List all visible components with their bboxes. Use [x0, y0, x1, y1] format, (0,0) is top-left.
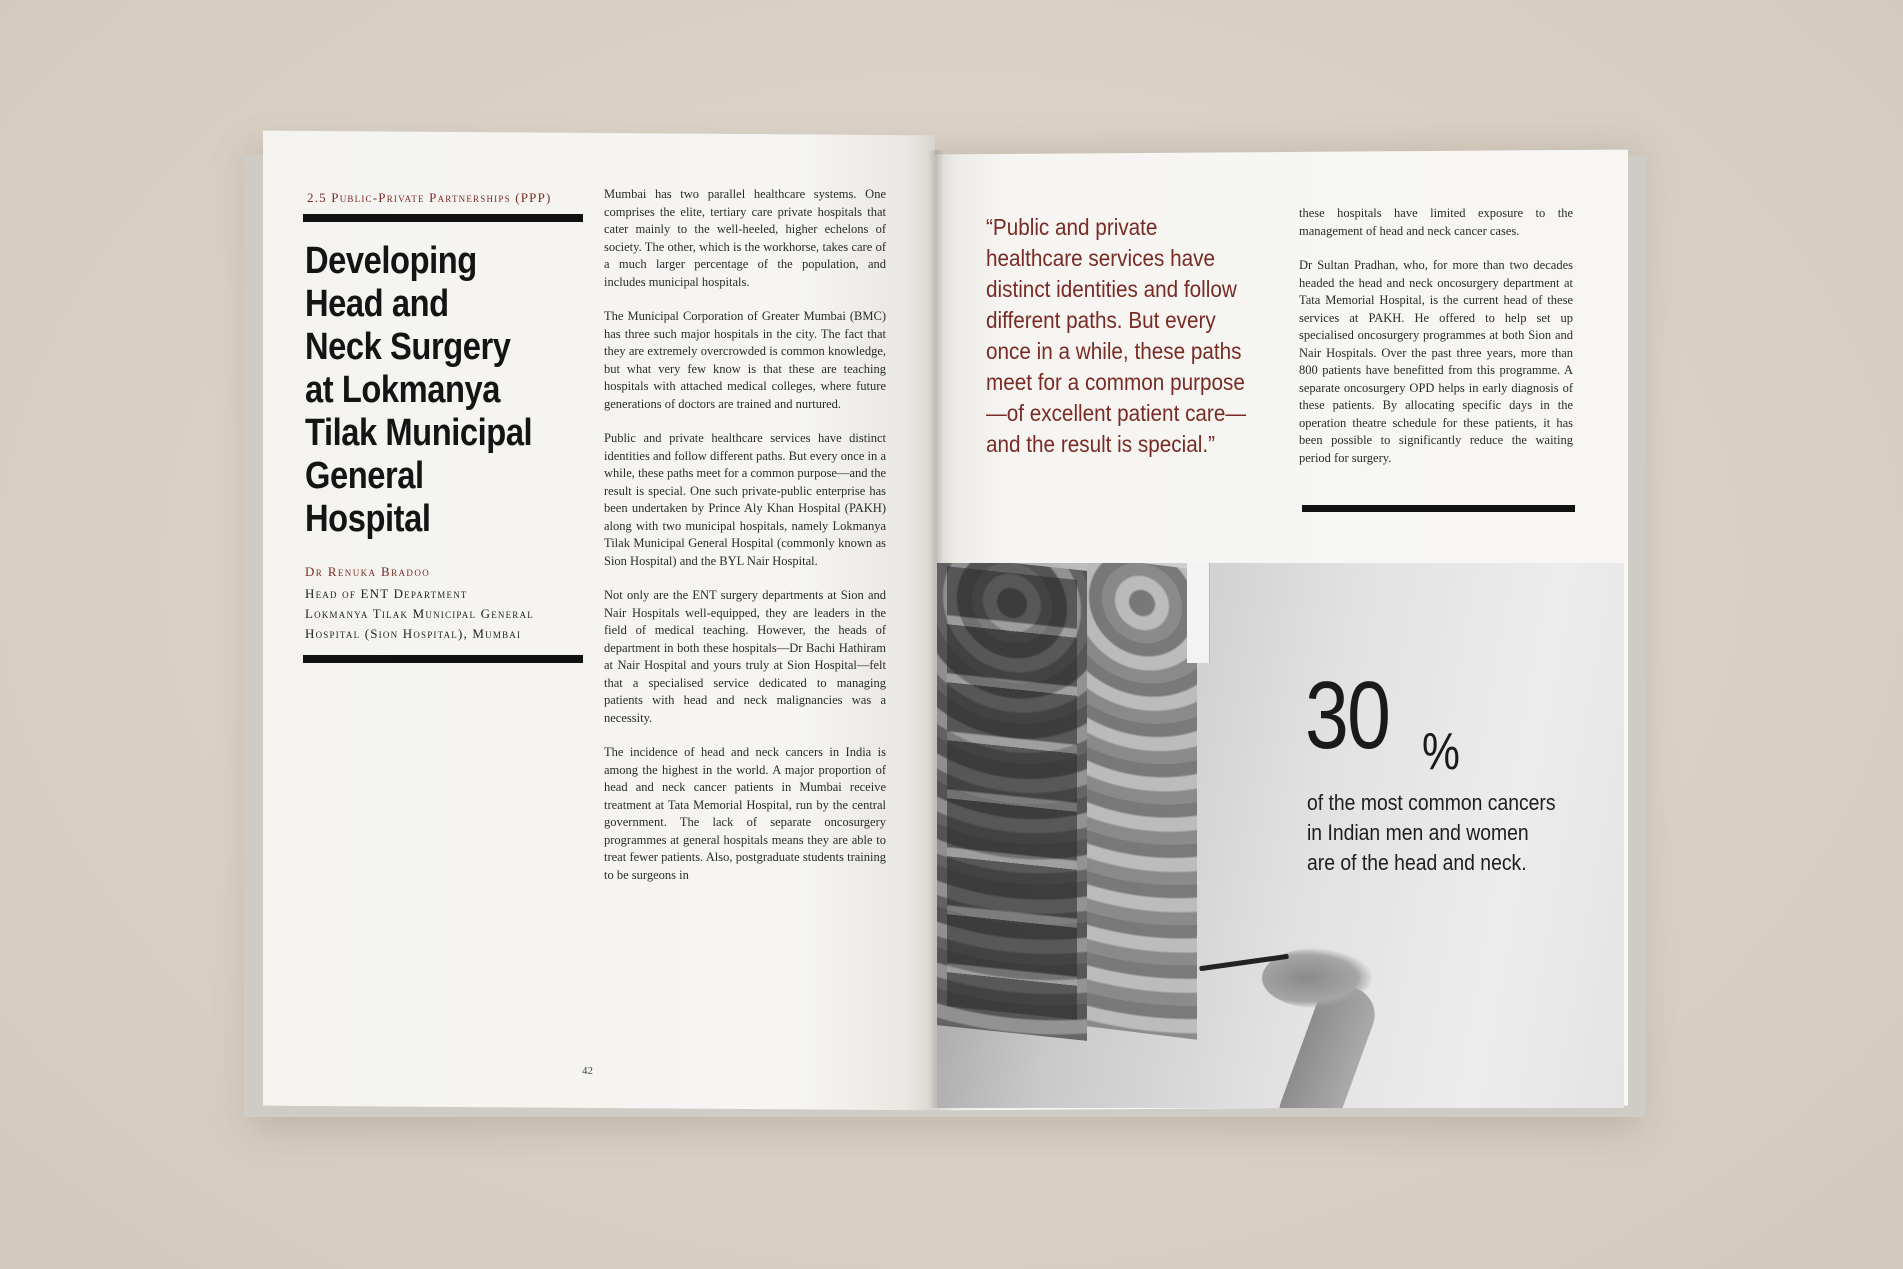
body-paragraph: Mumbai has two parallel healthcare systems. One comprises the elite, tertiary care private hospitals that cater mainly to the well-heeled, higher echelons of society. The other, which is the workhorse, takes care of a much larger percentage of the population, and includes municipal hospitals.: [604, 187, 886, 289]
stat-caption-line: are of the head and neck.: [1307, 850, 1527, 875]
author-affiliation: [305, 584, 595, 644]
xray-film-right: [1087, 563, 1197, 1040]
page-number: 42: [582, 1065, 593, 1077]
body-paragraph: Public and private healthcare services have distinct identities and follow different paths. But every once in a while, these paths meet for a common purpose—and the result is special. One such private-public enterprise has been undertaken by Prince Aly Khan Hospital (PAKH) along with two municipal hospitals, namely Lokmanya Tilak Municipal General Hospital (commonly known as Sion Hospital) and the BYL Nair Hospital.: [604, 431, 886, 568]
body-paragraph: Not only are the ENT surgery departments at Sion and Nair Hospitals well-equipped, they are leaders in the field of medical teaching. However, the heads of department in both these hospitals—Dr Bachi Hathiram at Nair Hospital and yours truly at Sion Hospital—felt that a specialised service dedicated to managing patients with head and neck malignancies was a necessity.: [604, 588, 886, 725]
column-rule: [1302, 505, 1575, 512]
right-body-column: [1299, 205, 1573, 484]
title-line: General: [305, 455, 424, 497]
affiliation-line: Head of ENT Department: [305, 586, 468, 601]
stat-caption: [1307, 788, 1556, 878]
section-label: 2.5 Public-Private Partnerships (PPP): [307, 190, 552, 205]
title-line: Neck Surgery: [305, 326, 511, 368]
title-line: Head and: [305, 283, 449, 325]
lightbox-edge: [1187, 563, 1210, 663]
title-line: Developing: [305, 240, 477, 282]
article-title: [305, 240, 554, 541]
author-name: Dr Renuka Bradoo: [305, 564, 431, 579]
body-paragraph: these hospitals have limited exposure to the management of head and neck cancer cases.: [1299, 206, 1573, 238]
title-rule-bottom: [303, 655, 583, 663]
stat-caption-line: of the most common cancers: [1307, 790, 1556, 815]
title-line: Hospital: [305, 498, 431, 540]
title-line: Tilak Municipal: [305, 412, 533, 454]
body-paragraph: The Municipal Corporation of Greater Mumbai (BMC) has three such major hospitals in the city. The fact that they are extremely overcrowded is common knowledge, but what very few know is that these are teaching hospitals with attached medical colleges, where future generations of doctors are trained and nurtured.: [604, 309, 886, 411]
xray-film-shading: [947, 566, 1077, 1020]
affiliation-line: Hospital (Sion Hospital), Mumbai: [305, 626, 522, 641]
title-line: at Lokmanya: [305, 369, 501, 411]
stat-number: 30: [1305, 662, 1390, 769]
title-rule-top: [303, 214, 583, 222]
stat-caption-line: in Indian men and women: [1307, 820, 1529, 845]
stat-unit: %: [1422, 723, 1460, 781]
pull-quote: “Public and private healthcare services have distinct identities and follow different paths. But every once in a while, these paths meet for a common purpose—of excellent patient care—and the result is special.”: [986, 214, 1247, 457]
body-paragraph: Dr Sultan Pradhan, who, for more than two decades headed the head and neck oncosurgery department at Tata Memorial Hospital, is the current head of these services at PAKH. He offered to help set up specialised oncosurgery programmes at both Sion and Nair Hospitals. Over the past three years, more than 800 patients have benefitted from this programme. A separate oncosurgery OPD helps in early diagnosis of these patients. By allocating specific days in the operation theatre schedule for these patients, it has been possible to significantly reduce the waiting period for surgery.: [1299, 258, 1573, 465]
left-body-column: [604, 186, 886, 901]
affiliation-line: Lokmanya Tilak Municipal General: [305, 606, 534, 621]
body-paragraph: The incidence of head and neck cancers in India is among the highest in the world. A major proportion of head and neck cancer patients in Mumbai receive treatment at Tata Memorial Hospital, run by the central government. The lack of separate oncosurgery programmes at general hospitals means they are able to treat fewer patients. Also, postgraduate students training to be surgeons in: [604, 745, 886, 882]
